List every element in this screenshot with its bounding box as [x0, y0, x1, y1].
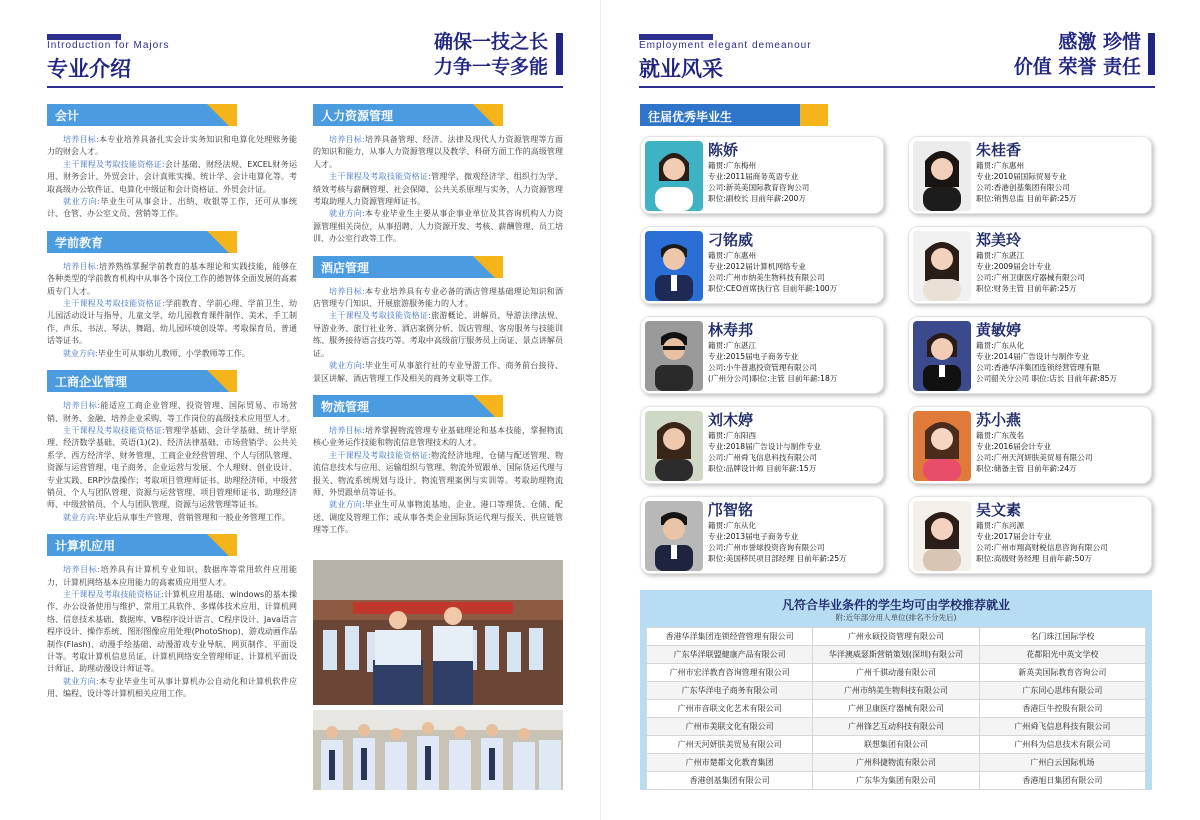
section-title-bar — [47, 370, 297, 392]
major-section-hotel — [313, 256, 563, 385]
graduate-major: 专业:2014届广告设计与制作专业 — [976, 352, 1090, 361]
main-courses: 主干课程及考取技能资格证:物流经济地理、仓储与配送管理、物流信息技术与应用、运输组织与管理、物流外贸跟单、国际货运代理与报关、物流系统规划与设计、物流管理案例与实训等。考取助理物流师、外贸跟单员等证书。 — [313, 450, 563, 497]
slogan — [400, 30, 548, 80]
graduate-hometown: 籍贯:广东茂名 — [976, 431, 1025, 440]
graduate-card — [908, 226, 1152, 304]
employer-cell: 广州市音联文化艺术有限公司 — [647, 700, 813, 718]
graduate-company: 公司:广州卫康医疗器械有限公司 — [976, 273, 1085, 282]
graduate-major: 专业:2013届电子商务专业 — [708, 532, 799, 541]
table-row — [647, 664, 1146, 682]
graduate-card — [908, 406, 1152, 484]
graduate-name: 黄敏婷 — [976, 321, 1022, 339]
header-english-title: Employment elegant demeanour — [639, 40, 812, 51]
career-direction: 就业方向:毕业生可从事幼儿教师、小学教师等工作。 — [63, 348, 250, 358]
graduate-photo — [645, 501, 703, 571]
students-photo — [313, 710, 563, 790]
employer-cell: 广州千骐动漫有限公司 — [813, 664, 979, 682]
graduate-name: 林寿邦 — [708, 321, 754, 339]
graduate-major: 专业:2018届广告设计与制作专业 — [708, 442, 822, 451]
career-direction: 就业方向:本专业毕业生可从事计算机办公自动化和计算机软件应用、编程、设计等计算机相关应用工作。 — [47, 676, 298, 699]
graduate-hometown: 籍贯:广东惠州 — [976, 161, 1025, 170]
major-section-preschool — [47, 231, 297, 360]
employer-cell: 广东同心思纬有限公司 — [979, 682, 1145, 700]
career-direction: 就业方向:毕业后从事生产管理、营销管理和一般业务管理工作。 — [63, 512, 290, 522]
employer-cell: 广东华为集团有限公司 — [813, 772, 979, 790]
graduate-position: 职位:副校长 目前年薪:200万 — [708, 194, 806, 203]
table-row — [647, 754, 1146, 772]
graduate-position: 职位:销售总监 目前年薪:25万 — [976, 194, 1077, 203]
graduate-photo — [645, 231, 703, 301]
employer-cell: 联想集团有限公司 — [813, 736, 979, 754]
training-goal: 培养目标:培养熟练掌握学前教育的基本理论和实践技能，能够在各种类型的学前教育机构中从事各个岗位工作的德智体全面发展的高素质专门人才。 — [47, 261, 298, 296]
graduate-photo — [913, 411, 971, 481]
employer-cell: 广东华洋电子商务有限公司 — [647, 682, 813, 700]
graduate-hometown: 籍贯:广东梅州 — [708, 161, 757, 170]
employer-cell: 广州永硕投资管理有限公司 — [813, 628, 979, 646]
main-courses: 主干课程及考取技能资格证:学前教育、学前心理、学前卫生、幼儿园活动设计与指导、儿童文学、幼儿园教育课件制作、美术、手工制作、声乐、书法、琴法、舞蹈、幼儿园环境创设等。考取保育员、普通话等证书。 — [47, 299, 297, 346]
employer-cell: 广东华洋联盟健康产品有限公司 — [647, 646, 813, 664]
slogan-line-1: 感激 珍惜 — [1058, 31, 1141, 53]
career-direction: 就业方向:毕业生可从事物流基地、企业、港口等理货、仓储、配送、调度及管理工作；或从事各类企业国际货运代理与报关、供应链管理等工作。 — [313, 500, 564, 535]
major-section-hr — [313, 104, 563, 246]
graduate-photo — [645, 141, 703, 211]
graduate-name: 吴文素 — [976, 501, 1022, 519]
employer-cell: 香港华洋集团连锁经营管理有限公司 — [647, 628, 813, 646]
graduate-name: 刁铭威 — [708, 231, 754, 249]
training-goal: 培养目标:能适应工商企业管理、投资管理、国际贸易、市场营销、财务、金融、培养企业采购、等工作岗位的高级技术应用型人才。 — [47, 401, 297, 423]
graduate-company: 公司:香港创基集团有限公司 — [976, 183, 1070, 192]
graduate-company: 公司:香港华洋集团连锁经营管理有限 — [976, 363, 1101, 372]
employer-list-subtitle: 附:近年部分用人单位(排名不分先后) — [835, 613, 957, 622]
career-direction: 就业方向:本专业毕业生主要从事企事业单位及其咨询机构人力资源管理相关岗位，从事招聘、人力资源开发、考核、薪酬管理、员工培训、办公室行政等工作。 — [313, 209, 564, 244]
employer-cell: 广州白云国际机场 — [979, 754, 1145, 772]
slogan-line-2: 力争一专多能 — [433, 56, 548, 78]
employer-cell: 香港创基集团有限公司 — [647, 772, 813, 790]
graduate-photo — [645, 321, 703, 391]
graduate-name: 苏小燕 — [976, 411, 1022, 429]
employer-cell: 新英美国际教育咨询公司 — [979, 664, 1145, 682]
graduate-name: 郑美玲 — [976, 231, 1022, 249]
page-title: 专业介绍 — [47, 57, 131, 81]
graduate-position: 职位:高级财务经理 目前年薪:50万 — [976, 554, 1092, 563]
employer-cell: 广州科捷物流有限公司 — [813, 754, 979, 772]
employer-cell: 广州市纳美生物科技有限公司 — [813, 682, 979, 700]
section-title: 人力资源管理 — [321, 109, 394, 123]
major-section-business-management — [47, 370, 297, 524]
majors-column-right — [313, 104, 563, 547]
majors-column-left — [47, 104, 297, 711]
graduate-major: 专业:2012届计算机网络专业 — [708, 262, 806, 271]
section-title-bar — [313, 395, 563, 417]
graduate-photo — [645, 411, 703, 481]
section-title-bar — [313, 104, 563, 126]
slogan-accent-bar — [1148, 33, 1155, 75]
graduate-hometown: 籍贯:广东阳西 — [708, 431, 757, 440]
graduate-photo — [913, 321, 971, 391]
graduate-major: 专业:2017届会计专业 — [976, 532, 1052, 541]
graduate-photo — [913, 501, 971, 571]
graduate-hometown: 籍贯:广东湛江 — [976, 251, 1025, 260]
slogan-accent-bar — [556, 33, 563, 75]
main-courses: 主干课程及考取技能资格证:管理学、微观经济学、组织行为学、绩效考核与薪酬管理、社会保障、公共关系原理与实务，人力资源管理考取助理人力资源管理师证书。 — [313, 172, 563, 207]
section-title-bar — [313, 256, 563, 278]
graduate-major: 专业:2009届会计专业 — [976, 262, 1052, 271]
training-goal: 培养目标:本专业培养具备扎实会计实务知识和电算化处理账务能力的财会人才。 — [47, 135, 298, 157]
career-direction: 就业方向:毕业生可从事会计、出纳、收银等工作，还可从事统计、仓管、办公室文员、营销等工作。 — [47, 197, 297, 219]
employer-cell: 广州市美联文化有限公司 — [647, 718, 813, 736]
training-goal: 培养目标:本专业培养具有专业必备的酒店管理基础理论知识和酒店管理专门知识、开展旅游服务能力的人才。 — [313, 286, 564, 309]
graduate-position: 职位:CEO首席执行官 目前年薪:100万 — [708, 284, 838, 293]
graduate-position: 职位:储备主管 目前年薪:24万 — [976, 464, 1077, 473]
table-row — [647, 736, 1146, 754]
graduate-hometown: 籍贯:广东河源 — [976, 521, 1025, 530]
graduate-company: 公司:小牛普惠投资管理有限公司 — [708, 363, 817, 372]
employer-cell: 名门珠江国际学校 — [979, 628, 1145, 646]
employer-cell: 香港旭日集团有限公司 — [979, 772, 1145, 790]
section-title: 工商企业管理 — [55, 375, 128, 390]
graduate-card — [908, 136, 1152, 214]
employer-table — [646, 627, 1146, 790]
employer-cell: 广州天河妍肤美贸易有限公司 — [647, 736, 813, 754]
graduate-card — [640, 136, 884, 214]
employer-cell: 广州市宏洋教育咨询管理有限公司 — [647, 664, 813, 682]
section-title-bar — [47, 231, 297, 253]
table-row — [647, 772, 1146, 790]
graduate-major: 专业:2016届会计专业 — [976, 442, 1052, 451]
graduates-banner-label: 往届优秀毕业生 — [648, 110, 733, 124]
graduate-card — [640, 226, 884, 304]
graduate-card — [640, 496, 884, 574]
graduate-position: 职位:财务主管 目前年薪:25万 — [976, 284, 1077, 293]
section-title: 酒店管理 — [321, 260, 370, 275]
slogan-line-1: 确保一技之长 — [433, 31, 548, 53]
training-goal: 培养目标:培养具备管理、经济、法律及现代人力资源管理等方面的知识和能力，从事人力资源管理以及教学、科研方面工作的高级管理人才。 — [313, 135, 564, 169]
graduate-company: 公司:广州市誉球投资咨询有限公司 — [708, 543, 825, 552]
employer-cell: 香港巨牛控股有限公司 — [979, 700, 1145, 718]
section-title: 会计 — [55, 109, 80, 123]
graduate-position: (广州分公司)职位:主管 目前年薪:18万 — [708, 374, 838, 383]
career-direction: 就业方向:毕业生可从事旅行社的专业导游工作、商务前台接待、景区讲解、酒店管理工作及相关的商务文职等工作。 — [313, 361, 564, 383]
table-row — [647, 646, 1146, 664]
graduate-position: 职位:美国移民项目部经理 目前年薪:25万 — [708, 554, 847, 563]
employer-cell: 华洋澳威瑟斯营销策划(深圳)有限公司 — [813, 646, 979, 664]
graduate-photo — [913, 231, 971, 301]
graduate-name: 朱桂香 — [976, 141, 1022, 159]
main-courses: 主干课程及考取技能资格证:旅游概论、讲解员、导游法律法规、导游业务、旅行社业务、酒店案例分析、饭店管理、客房服务与技能训练、服务接待语言技巧等。考取中高级前厅服务员上岗证、景点讲解员证。 — [313, 311, 563, 358]
table-row — [647, 700, 1146, 718]
section-title: 学前教育 — [55, 235, 104, 250]
header-divider — [639, 86, 1155, 88]
graduate-card — [640, 406, 884, 484]
graduate-hometown: 籍贯:广东湛江 — [708, 341, 757, 350]
major-section-logistics — [313, 395, 563, 537]
graduate-major: 专业:2015届电子商务专业 — [708, 352, 799, 361]
graduate-name: 陈娇 — [708, 141, 739, 159]
employer-cell: 广州锋艺互动科技有限公司 — [813, 718, 979, 736]
graduate-major: 专业:2010届国际贸易专业 — [976, 172, 1067, 181]
graduate-photo — [913, 141, 971, 211]
major-section-computer — [47, 534, 297, 700]
section-title-bar — [47, 534, 297, 556]
classroom-photo — [313, 560, 563, 705]
employer-cell: 广州舜飞信息科技有限公司 — [979, 718, 1145, 736]
training-goal: 培养目标:培养具有计算机专业知识、数据库等常用软件应用能力，计算机网络基本应用能力的高素质应用型人才。 — [47, 565, 297, 587]
graduate-company: 公司:广州市纳美生物科技有限公司 — [708, 273, 825, 282]
graduate-hometown: 籍贯:广东惠州 — [708, 251, 757, 260]
employer-list-title: 凡符合毕业条件的学生均可由学校推荐就业 — [781, 598, 1010, 612]
main-courses: 主干课程及考取技能资格证:管理学基础、会计学基础、统计学原理、经济数学基础、英语(1)(2)、经济法律基础、市场营销学、公共关系学、西方经济学、财务管理、工商企业经营管理、个人与团队管理、资源与运营管理、电子商务、企业运营与发展、个人理财、创业设计、专业实践、ERP沙盘操作；考取项目管理师证书、助理经济师、中级营销员、个人与团队管理、资源与运营管理、项目管理师证书、助理经济师、中级营销员、个人与团队管理、资源与运营管理等证书。 — [47, 425, 297, 510]
graduate-hometown: 籍贯:广东从化 — [976, 341, 1025, 350]
table-row — [647, 628, 1146, 646]
graduate-company: 公司:新英美国际教育咨询公司 — [708, 183, 810, 192]
employer-cell: 广州市楚都文化教育集团 — [647, 754, 813, 772]
slogan-line-2: 价值 荣誉 责任 — [1013, 56, 1141, 78]
section-title-bar — [47, 104, 297, 126]
section-title: 计算机应用 — [55, 539, 116, 554]
employer-cell: 广州科为信息技术有限公司 — [979, 736, 1145, 754]
graduate-card — [640, 316, 884, 394]
graduates-banner — [640, 104, 828, 126]
section-title: 物流管理 — [321, 399, 370, 414]
table-row — [647, 682, 1146, 700]
graduate-company: 公司:广州市翔高财税信息咨询有限公司 — [976, 543, 1108, 552]
main-courses: 主干课程及考取技能资格证:计算机应用基础、windows的基本操作、办公设备使用与维护、常用工具软件、多媒体技术应用、计算机网络、信息技术基础、数据库、VB程序设计语言、C程序设计、Java语言程序设计、操作系统、图形图像应用处理(PhotoShop)、游戏动画作品制作(Flash)、动漫手绘基础、动漫游戏专业导航、网页制作、平面设计等。考取计算机信息员证、计算机网络安全管理师证、计算机平面设计师证、助理动漫设计师证等。 — [47, 589, 297, 674]
graduate-hometown: 籍贯:广东从化 — [708, 521, 757, 530]
employer-cell: 广州卫康医疗器械有限公司 — [813, 700, 979, 718]
graduate-card — [908, 496, 1152, 574]
graduate-card — [908, 316, 1152, 394]
training-goal: 培养目标:培养掌握物流管理专业基础理论和基本技能，掌握物流核心业务运作技能和物流信息管理技术的人才。 — [313, 425, 564, 448]
graduate-position: 公司韶关分公司 职位:店长 目前年薪:85万 — [976, 374, 1118, 383]
main-courses: 主干课程及考取技能资格证:会计基础、财经法规、EXCEL财务运用、财务会计、外贸会计、会计真账实操、统计学、会计电算化等。考取高级办公软件证、电算化中级证和会计资格证、外贸会计证。 — [47, 159, 297, 194]
slogan — [1001, 30, 1141, 80]
header-english-title: Introduction for Majors — [47, 40, 170, 51]
graduate-company: 公司:广州天河妍肤美贸易有限公司 — [976, 453, 1093, 462]
graduate-name: 邝智铭 — [708, 501, 754, 519]
table-row — [647, 718, 1146, 736]
employer-cell: 花都阳光中英文学校 — [979, 646, 1145, 664]
graduate-name: 刘木婷 — [708, 411, 754, 429]
graduate-company: 公司:广州舜飞信息科技有限公司 — [708, 453, 817, 462]
graduate-major: 专业:2011届商务英语专业 — [708, 172, 799, 181]
graduate-position: 职位:品牌设计师 目前年薪:15万 — [708, 464, 817, 473]
page-title: 就业风采 — [639, 57, 723, 81]
major-section-accounting — [47, 104, 297, 221]
employer-list-panel — [640, 590, 1152, 790]
header-divider — [47, 86, 563, 88]
